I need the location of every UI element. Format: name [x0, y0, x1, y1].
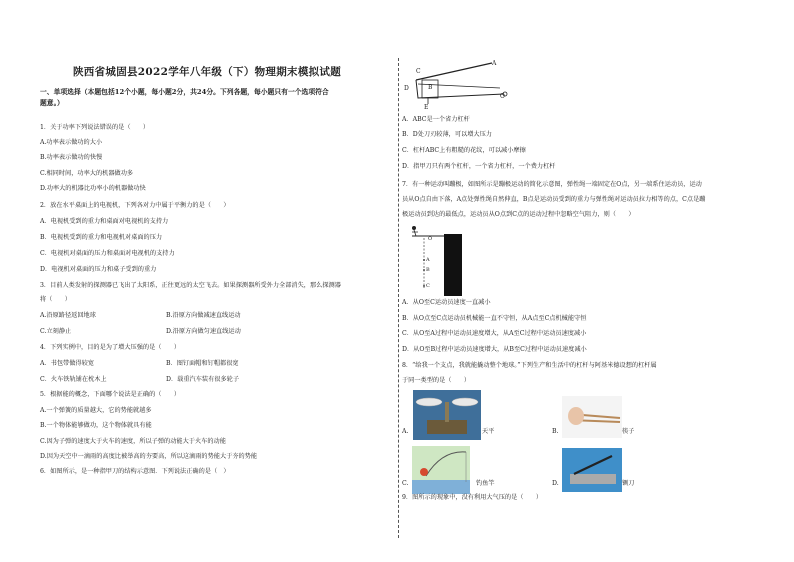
q2-option-a: A．电视机受到的重力和桌面对电视机的支持力 [40, 218, 169, 225]
q8-caption-c: 钓鱼竿 [476, 480, 495, 487]
q8-caption-a: 天平 [482, 428, 495, 435]
q3-stem-cont: 将（ ） [40, 296, 71, 303]
fig-label-d: D [404, 85, 409, 92]
q6-option-d: D．指甲刀只有两个杠杆，一个省力杠杆，一个费力杠杆 [402, 163, 556, 170]
q4-stem: 4．下列实例中，目的是为了增大压强的是（ ） [40, 344, 181, 351]
q7-stem-cont2: 极运动员到达的最低点，运动员从O点到C点的运动过程中忽略空气阻力，则（ ） [402, 211, 635, 218]
section-heading: 一、单项选择（本题包括12个小题，每小题2分，共24分。下列各题，每小题只有一个选项符合 [40, 88, 329, 96]
lever-abc [416, 63, 492, 80]
q7-stem: 7．有一种运动叫蹦极，如图所示是蹦极运动的简化示意图，弹性绳一端固定在O点，另一端系住运动员，运动 [402, 181, 702, 188]
chopsticks-image [562, 396, 622, 438]
q6-option-c: C．杠杆ABC上有粗糙的花纹，可以减小摩擦 [402, 147, 526, 154]
q1-option-a: A.功率表示做功的大小 [40, 139, 103, 146]
nail-clipper-figure [404, 58, 514, 110]
q5-option-a: A.一个弹簧的质量越大，它的势能就越多 [40, 407, 152, 414]
point-b [423, 269, 425, 271]
q4-option-d: D．载重汽车装有很多轮子 [166, 376, 240, 383]
q2-option-c: C．电视机对桌面的压力和桌面对电视机的支持力 [40, 250, 175, 257]
q3-stem: 3．目前人类发射的探测器已飞出了太阳系，正往更远的太空飞去。如果探测器所受外力全部消失，那么探测器 [40, 282, 341, 289]
fishing-rod-image [412, 446, 470, 494]
bungee-label-c: C [426, 283, 430, 289]
q2-stem: 2．放在水平桌面上的电视机，下列各对力中属于平衡力的是（ ） [40, 202, 230, 209]
bungee-label-a: A [426, 257, 430, 263]
point-a [423, 259, 425, 261]
q8-stem: 8．“给我一个支点，我就能撬动整个地球。”下列生产和生活中的杠杆与阿基米德设想的杠杆属 [402, 362, 657, 369]
balance-image [413, 390, 481, 440]
q8-option-b-label: B. [552, 428, 559, 435]
q5-stem: 5．根据能的概念，下面哪个说法是正确的（ ） [40, 391, 181, 398]
q5-option-c: C.因为子弹的速度大于火车的速度，所以子弹的动能大于火车的动能 [40, 438, 226, 445]
q6-option-b: B．D处刀刃较薄，可以增大压力 [402, 131, 492, 138]
q1-option-b: B.功率表示做功的快慢 [40, 154, 103, 161]
q3-option-c: C.立刻静止 [40, 328, 72, 335]
q7-option-d: D．从O至B过程中运动员速度增大，从B至C过程中运动员速度减小 [402, 346, 587, 353]
q3-option-d: D.沿原方向做匀速直线运动 [166, 328, 241, 335]
q7-option-c: C．从O至A过程中运动员速度增大，从A至C过程中运动员速度减小 [402, 330, 587, 337]
fig-label-a: A [492, 60, 497, 67]
bungee-label-o: O [428, 236, 433, 242]
jumper-head [412, 226, 416, 230]
balance-base [427, 420, 467, 434]
q8-caption-d: 铡刀 [622, 480, 635, 487]
q4-option-a: A．书包带做得较宽 [40, 360, 94, 367]
guillotine-bg [562, 448, 622, 492]
fig-label-e: E [424, 104, 429, 111]
jumper-body [412, 230, 418, 236]
balance-stem [445, 402, 449, 422]
balance-pan-left [416, 398, 442, 406]
column-divider [398, 58, 399, 538]
page-title: 陕西省城固县2022学年八年级（下）物理期末模拟试题 [73, 66, 342, 78]
cutter-base [570, 474, 616, 484]
q5-option-b: B.一个物体能够做功，这个物体就具有能 [40, 422, 152, 429]
balance-pan-right [452, 398, 478, 406]
q7-option-b: B．从O点至C点运动员机械能一直不守恒，从A点至C点机械能守恒 [402, 315, 587, 322]
q8-caption-b: 筷子 [622, 428, 635, 435]
hand [568, 407, 584, 425]
q8-option-a-label: A. [402, 428, 409, 435]
cliff [444, 234, 462, 296]
q4-option-b: B．图钉面帽和钉帽都很宽 [166, 360, 239, 367]
q3-option-a: A.沿原路径返回地球 [40, 312, 96, 319]
q1-option-c: C.相同时间，功率大的机器做功多 [40, 170, 134, 177]
q3-option-b: B.沿原方向做减速直线运动 [166, 312, 241, 319]
fig-label-c: C [416, 68, 421, 75]
q8-option-c-label: C. [402, 480, 409, 487]
q6-option-a: A．ABC是一个省力杠杆 [402, 116, 470, 123]
guillotine-image [562, 448, 622, 492]
q7-option-a: A．从O至C运动员速度一直减小 [402, 299, 491, 306]
q6-stem: 6．如图所示，是一种指甲刀的结构示意图．下列说法正确的是（ ） [40, 468, 230, 475]
fig-label-o: O [500, 93, 505, 100]
section-heading-cont: 题意。） [40, 99, 64, 107]
fig-label-b: B [428, 84, 433, 91]
bungee-label-b: B [426, 267, 430, 273]
q9-stem: 9．图所示的现象中，没有利用大气压的是（ ） [402, 494, 543, 501]
q8-option-d-label: D. [552, 480, 559, 487]
q2-option-b: B．电视机受到的重力和电视机对桌面的压力 [40, 234, 163, 241]
q7-stem-cont: 员从O点自由下落，A点处弹性绳自然伸直，B点是运动员受到的重力与弹性绳对运动员拉力相等的点，C点是蹦 [402, 196, 706, 203]
q1-stem: 1．关于功率下列说法错误的是（ ） [40, 124, 150, 131]
q8-stem-cont: 于同一类型的是（ ） [402, 377, 471, 384]
fisherman [420, 468, 428, 476]
q1-option-d: D.功率大的机器比功率小的机器做功快 [40, 185, 146, 192]
q2-option-d: D．电视机对桌面的压力和桌子受到的重力 [40, 266, 157, 273]
point-c [423, 285, 425, 287]
bungee-figure [404, 222, 464, 296]
water [412, 480, 470, 494]
q5-option-d: D.因为天空中一滴雨的高度比被举高的夯要高，所以这滴雨的势能大于夯的势能 [40, 453, 258, 460]
q4-option-c: C．火车铁轨铺在枕木上 [40, 376, 107, 383]
